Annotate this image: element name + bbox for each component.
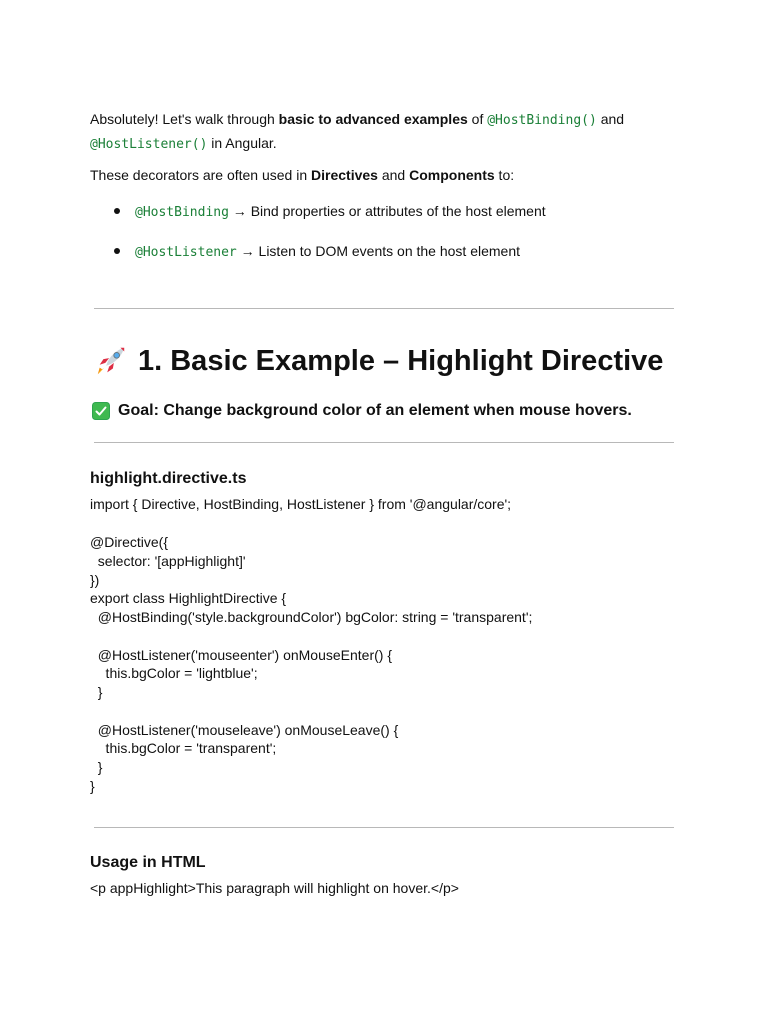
sub-text-1: These decorators are often used in xyxy=(90,167,312,183)
section-title: 1. Basic Example – Highlight Directive xyxy=(138,344,664,377)
components-bold: Components xyxy=(409,167,495,183)
list-item xyxy=(90,240,546,280)
bullet-text: → Listen to DOM events on the host element xyxy=(236,243,521,259)
bullet-icon xyxy=(114,248,120,254)
usage-title: Usage in HTML xyxy=(90,854,206,871)
intro-text-2: of xyxy=(467,111,488,127)
import-line: import { Directive, HostBinding, HostListener } from '@angular/core'; xyxy=(90,496,512,512)
divider xyxy=(94,827,674,828)
sub-text-2: and xyxy=(377,167,410,183)
directives-bold: Directives xyxy=(311,167,378,183)
list-item xyxy=(90,200,546,240)
usage-code: <p appHighlight>This paragraph will highlight on hover.</p> xyxy=(90,880,459,896)
bullet-list xyxy=(90,200,546,280)
divider xyxy=(94,308,674,309)
hostlistener-code: @HostListener() xyxy=(90,137,208,152)
bullet-code: @HostListener xyxy=(135,245,237,260)
goal-text: Goal: Change background color of an element when mouse hovers. xyxy=(118,402,632,419)
check-mark-icon xyxy=(92,402,110,420)
file-title: highlight.directive.ts xyxy=(90,470,247,487)
hostbinding-code: @HostBinding() xyxy=(487,113,597,128)
directive-code-block: @Directive({ selector: '[appHighlight]' }) export class HighlightDirective { @HostBinding('style.backgroundColor') bgColor: string = 'transparent'; @HostListener('mouseenter') onMouseEnter() { this.bgColor = 'lightblue'; } @HostListener('mouseleave') onMouseLeave() { this.bgColor = 'transparent'; } } xyxy=(90,534,533,794)
intro-bold: basic to advanced examples xyxy=(278,111,468,127)
sub-text-3: to: xyxy=(494,167,515,183)
decorators-paragraph xyxy=(90,164,514,186)
divider xyxy=(94,442,674,443)
intro-text-4: in Angular. xyxy=(207,135,277,151)
intro-paragraph xyxy=(90,108,670,156)
bullet-icon xyxy=(114,208,120,214)
section-heading xyxy=(94,344,663,378)
rocket-icon xyxy=(94,344,128,378)
goal-line xyxy=(92,402,632,420)
bullet-text: → Bind properties or attributes of the host element xyxy=(228,203,546,219)
intro-text-1: Absolutely! Let's walk through xyxy=(90,111,279,127)
bullet-code: @HostBinding xyxy=(135,205,229,220)
intro-text-3: and xyxy=(596,111,625,127)
